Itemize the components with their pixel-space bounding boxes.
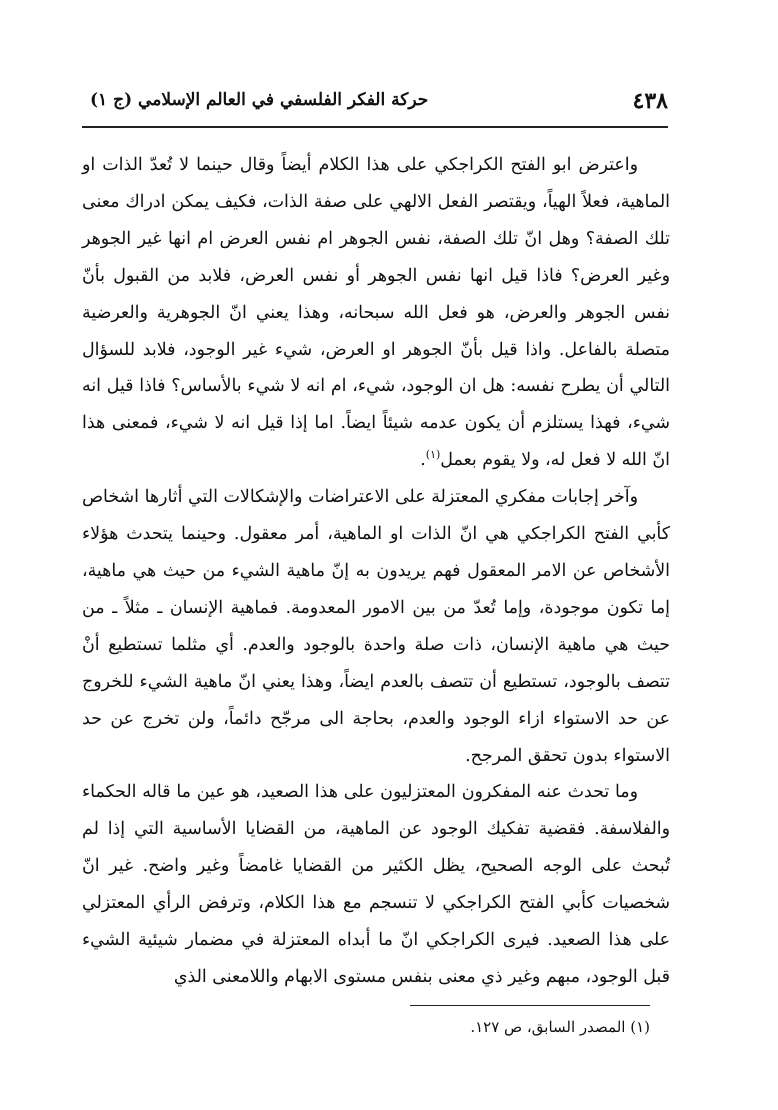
header-divider xyxy=(82,126,668,128)
footnote: (١) المصدر السابق، ص ١٢٧. xyxy=(470,1018,650,1036)
footnote-marker: (١) xyxy=(425,448,441,462)
paragraph-1 xyxy=(82,147,670,479)
page-header xyxy=(82,80,668,126)
paragraph-1-text: واعترض ابو الفتح الكراجكي على هذا الكلام أيضاً وقال حينما لا تُعدّ الذات او الماهية، فعلاً الهياً، ويقتصر الفعل الالهي على صفة الذات، فكيف يمكن ادراك معنى تلك الصفة؟ وهل انّ تلك الصفة، نفس الجوهر ام نفس العرض ام انها غير الجوهر وغير العرض؟ فاذا قيل انها نفس الجوهر أو نفس العرض، فلابد من القبول بأنّ نفس الجوهر والعرض، هو فعل الله سبحانه، وهذا يعني انّ الجوهرية والعرضية متصلة بالفاعل. واذا قيل بأنّ الجوهر او العرض، شيء غير الوجود، فلابد للسؤال التالي أن يطرح نفسه: هل ان الوجود، شيء، ام انه لا شيء بالأساس؟ فاذا قيل انه شيء، فهذا يستلزم أن يكون عدمه شيئاً ايضاً. اما إذا قيل انه لا شيء، فمعنى هذا انّ الله لا فعل له، ولا يقوم بعمل xyxy=(82,155,670,471)
paragraph-2: وآخر إجابات مفكري المعتزلة على الاعتراضات والإشكالات التي أثارها اشخاص كأبي الفتح الكراجكي هي انّ الذات او الماهية، أمر معقول. وحينما يتحدث هؤلاء الأشخاص عن الامر المعقول فهم يريدون به إنّ ماهية الشيء من حيث هي ماهية، إما تكون موجودة، وإما تُعدّ من بين الامور المعدومة. فماهية الإنسان ـ مثلاً ـ من حيث هي ماهية الإنسان، ذات صلة واحدة بالوجود والعدم. أي مثلما تستطيع أنْ تتصف بالوجود، تستطيع أن تتصف بالعدم ايضاً، وهذا يعني انّ ماهية الشيء للخروج عن حد الاستواء ازاء الوجود والعدم، بحاجة الى مرجّح دائماً، ولن تخرج عن حد الاستواء بدون تحقق المرجح. xyxy=(82,487,670,766)
body-text xyxy=(82,147,670,996)
page-number: ٤٣٨ xyxy=(632,88,668,114)
footnote-divider xyxy=(410,1005,650,1006)
paragraph-3: وما تحدث عنه المفكرون المعتزليون على هذا الصعيد، هو عين ما قاله الحكماء والفلاسفة. فقضية تفكيك الوجود عن الماهية، من القضايا الأساسية التي إذا لم تُبحث على الوجه الصحيح، يظل الكثير من القضايا غامضاً وغير واضح. غير انّ شخصيات كأبي الفتح الكراجكي لا تنسجم مع هذا الكلام، وترفض الرأي المعتزلي على هذا الصعيد. فيرى الكراجكي انّ ما أبداه المعتزلة في مضمار شيئية الشيء قبل الوجود، مبهم وغير ذي معنى بنفس مستوى الابهام واللامعنى الذي xyxy=(82,782,670,987)
paragraph-1-end: . xyxy=(420,450,426,471)
running-title: حركة الفكر الفلسفي في العالم الإسلامي (ج ١) xyxy=(90,90,429,110)
